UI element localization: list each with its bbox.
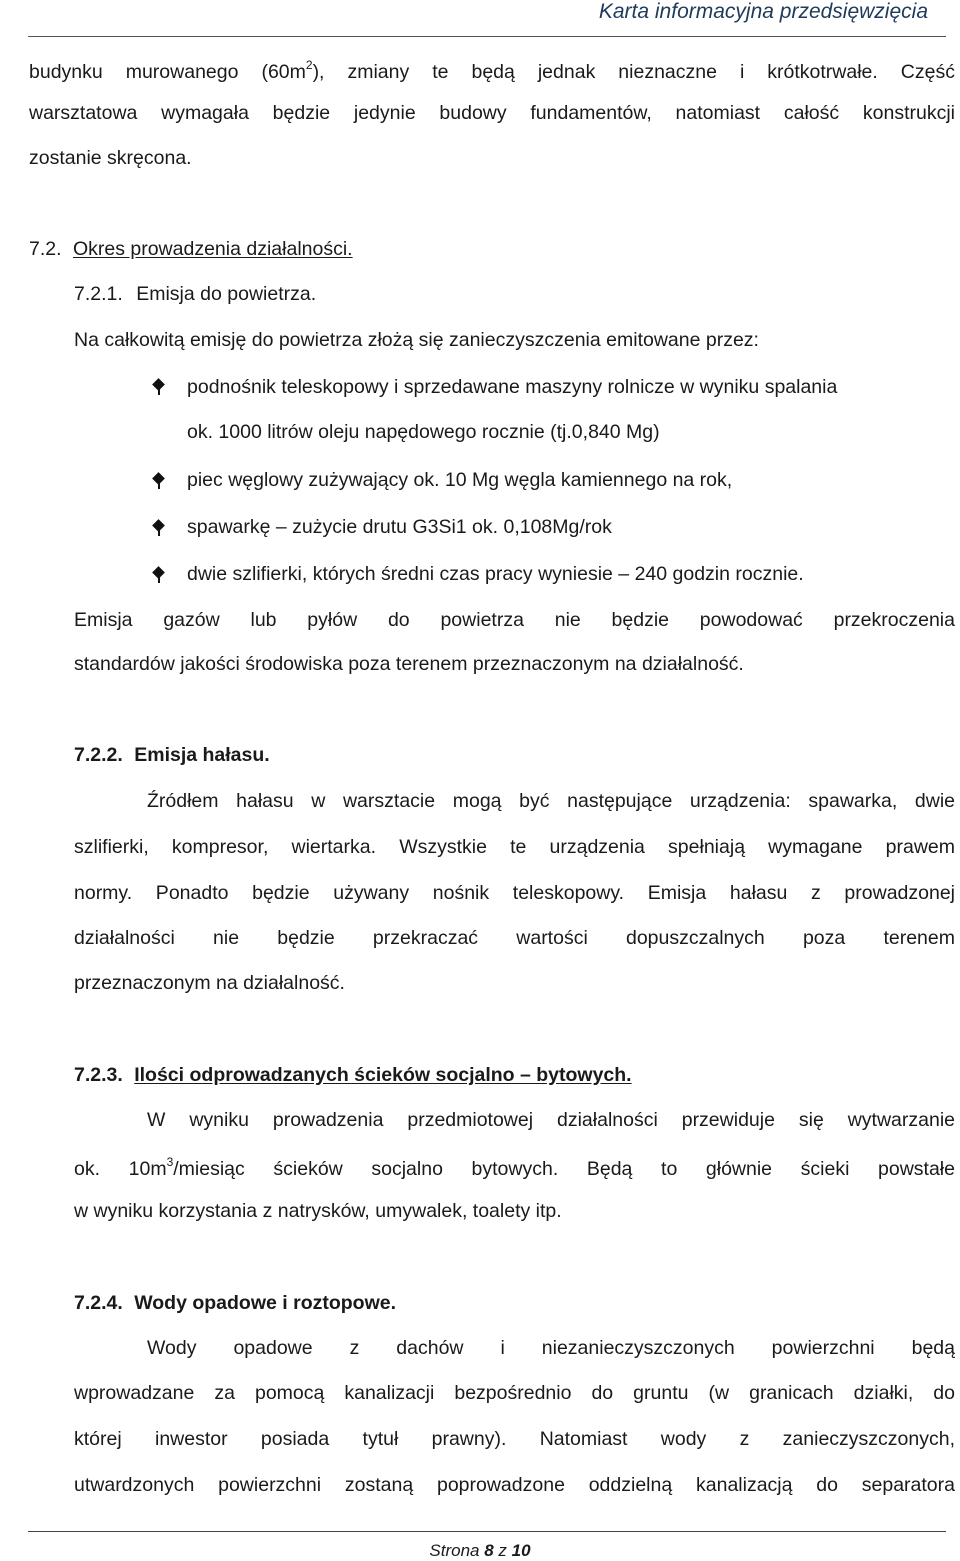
section-7-2-3-heading — [74, 1066, 632, 1086]
bullet-4: dwie szlifierki, których średni czas pracy wyniesie – 240 godzin rocznie. — [187, 563, 804, 585]
section-7-2-3-title: Ilości odprowadzanych ścieków socjalno – bytowych. — [134, 1064, 632, 1086]
section-7-2-heading — [29, 240, 353, 260]
header-title: Karta informacyjna przedsięwzięcia — [598, 0, 928, 23]
section-7-2-2-line-1: Źródłem hałasu w warsztacie mogą być następujące urządzenia: spawarka, dwie — [147, 790, 955, 812]
section-7-2-3-line-1: W wyniku prowadzenia przedmiotowej działalności przewiduje się wytwarzanie — [147, 1109, 955, 1131]
section-7-2-3-line-3: w wyniku korzystania z natrysków, umywalek, toalety itp. — [74, 1200, 562, 1222]
page-total: 10 — [511, 1541, 531, 1560]
section-7-2-1-number: 7.2.1. — [74, 283, 123, 305]
section-7-2-4-title: Wody opadowe i roztopowe. — [134, 1292, 397, 1314]
section-7-2-2-line-3: normy. Ponadto będzie używany nośnik teleskopowy. Emisja hałasu z prowadzonej — [74, 882, 955, 904]
diamond-bullet-icon — [152, 472, 166, 488]
section-7-2-2-line-5: przeznaczonym na działalność. — [74, 972, 345, 994]
section-7-2-1-intro: Na całkowitą emisję do powietrza złożą się zanieczyszczenia emitowane przez: — [74, 329, 759, 351]
section-7-2-2-title: Emisja hałasu. — [134, 744, 270, 766]
section-7-2-1-para-line-2: standardów jakości środowiska poza terenem przeznaczonym na działalność. — [74, 653, 744, 675]
footer-rule — [28, 1531, 946, 1532]
intro-line-1: budynku murowanego $(60m^2)$, zmiany te będą jednak nieznaczne i krótkotrwałe. Część — [29, 58, 955, 83]
section-7-2-2-heading — [74, 746, 270, 766]
page-footer: Strona 8 z 10 — [429, 1541, 531, 1560]
bullet-1-line-1: podnośnik teleskopowy i sprzedawane maszyny rolnicze w wyniku spalania — [187, 376, 838, 398]
section-7-2-2-line-2: szlifierki, kompresor, wiertarka. Wszystkie te urządzenia spełniają wymagane prawem — [74, 836, 955, 858]
section-7-2-number: 7.2. — [29, 238, 62, 260]
page-number: 8 — [484, 1541, 494, 1560]
section-7-2-4-line-3: której inwestor posiada tytuł prawny). Natomiast wody z zanieczyszczonych, — [74, 1428, 955, 1450]
intro-line-3: zostanie skręcona. — [29, 147, 192, 169]
section-7-2-4-number: 7.2.4. — [74, 1292, 123, 1314]
section-7-2-2-number: 7.2.2. — [74, 744, 123, 766]
section-7-2-2-line-4: działalności nie będzie przekraczać wartości dopuszczalnych poza terenem — [74, 927, 955, 949]
section-7-2-1-para-line-1: Emisja gazów lub pyłów do powietrza nie będzie powodować przekroczenia — [74, 609, 955, 631]
section-7-2-4-line-4: utwardzonych powierzchni zostaną poprowadzone oddzielną kanalizacją do separatora — [74, 1474, 955, 1496]
diamond-bullet-icon — [152, 378, 166, 394]
section-7-2-4-line-1: Wody opadowe z dachów i niezanieczyszczonych powierzchni będą — [147, 1337, 955, 1359]
bullet-3: spawarkę – zużycie drutu G3Si1 ok. 0,108Mg/rok — [187, 516, 612, 538]
bullet-1-line-2: ok. 1000 litrów oleju napędowego rocznie (tj.0,840 Mg) — [187, 421, 660, 443]
intro-line-2: warsztatowa wymagała będzie jedynie budowy fundamentów, natomiast całość konstrukcji — [29, 102, 955, 124]
diamond-bullet-icon — [152, 566, 166, 582]
diamond-bullet-icon — [152, 519, 166, 535]
section-7-2-3-number: 7.2.3. — [74, 1064, 123, 1086]
section-7-2-3-line-2: ok. $10m^3$/miesiąc ścieków socjalno bytowych. Będą to głównie ścieki powstałe — [74, 1155, 955, 1180]
header-rule — [28, 36, 946, 37]
section-7-2-4-line-2: wprowadzane za pomocą kanalizacji bezpośrednio do gruntu (w granicach działki, do — [74, 1382, 955, 1404]
section-7-2-4-heading — [74, 1294, 396, 1314]
section-7-2-1-title: Emisja do powietrza. — [136, 283, 317, 305]
section-7-2-1-heading — [74, 285, 316, 305]
bullet-2: piec węglowy zużywający ok. 10 Mg węgla kamiennego na rok, — [187, 469, 733, 491]
section-7-2-title: Okres prowadzenia działalności. — [72, 238, 353, 260]
